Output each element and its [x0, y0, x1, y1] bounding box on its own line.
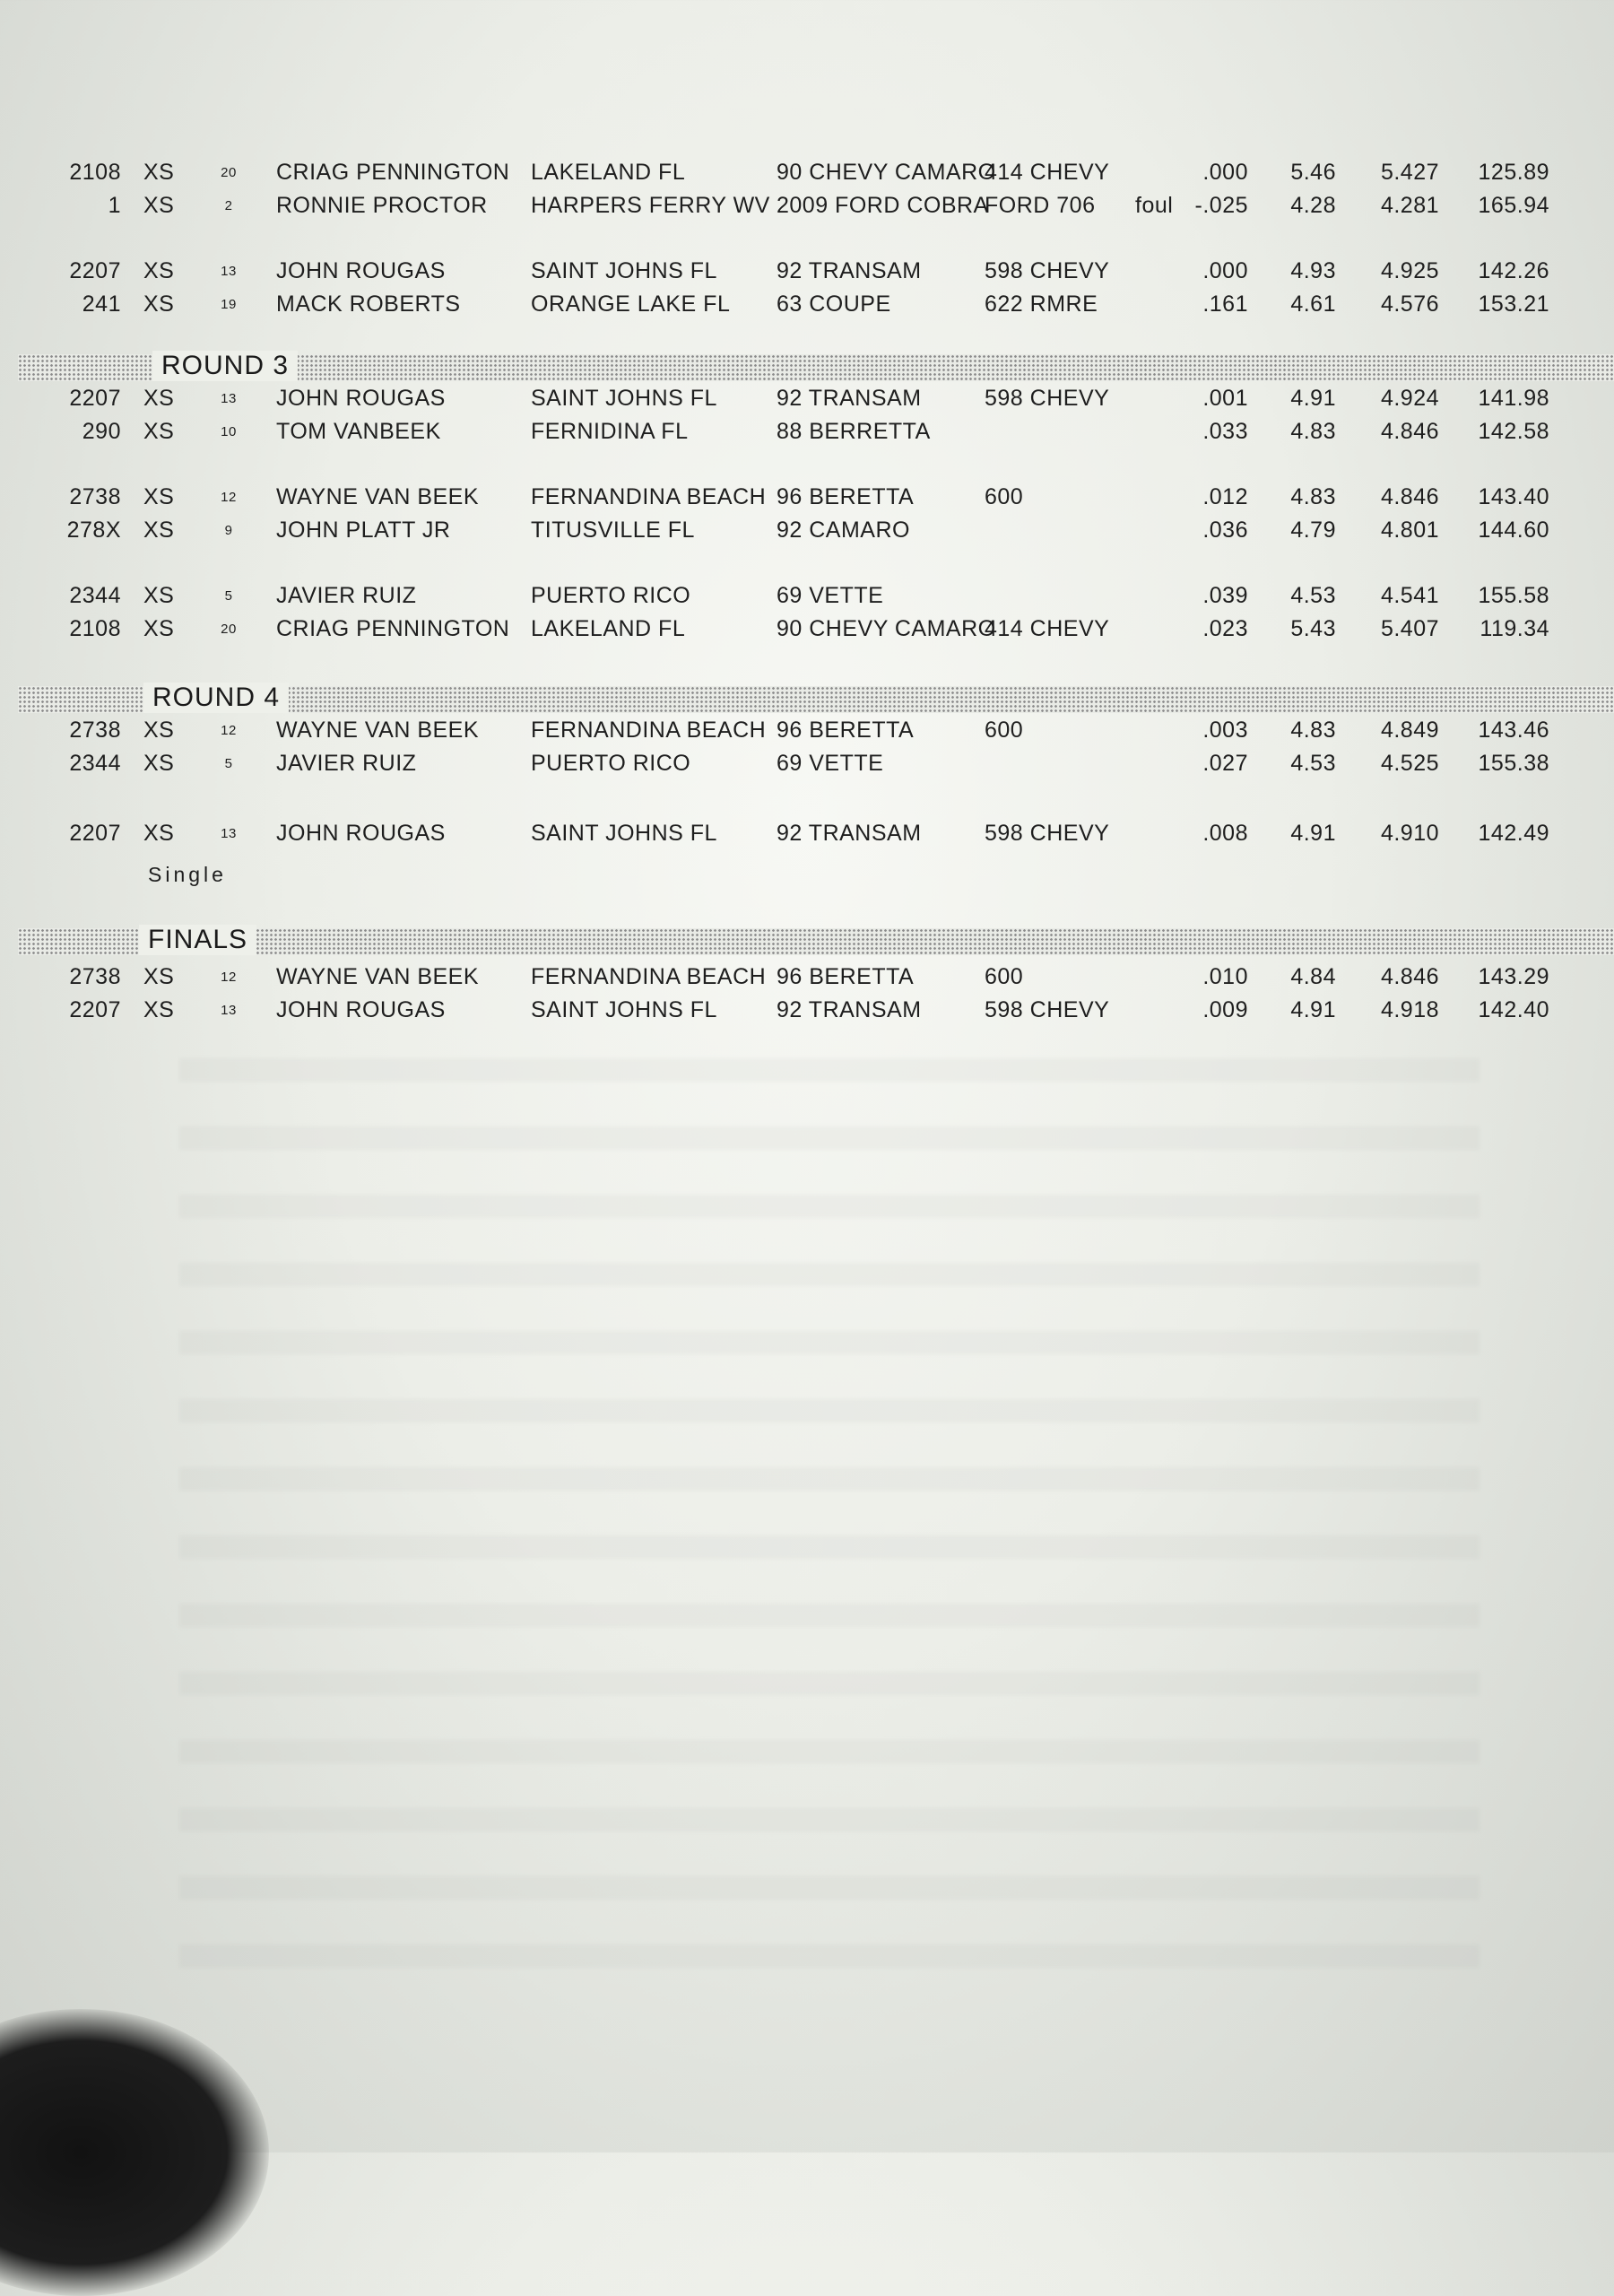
reaction-time: .027	[1202, 751, 1248, 776]
class: XS	[143, 291, 175, 317]
result-row	[0, 419, 1614, 453]
class: XS	[143, 386, 175, 411]
finals-title: FINALS	[139, 925, 256, 955]
reaction-time: .036	[1202, 517, 1248, 543]
car-number: 278X	[66, 517, 121, 543]
driver-name: JAVIER RUIZ	[276, 751, 417, 776]
reaction-time: .033	[1202, 419, 1248, 444]
result-row	[0, 193, 1614, 227]
reaction-time: .000	[1202, 258, 1248, 283]
lane-number: 12	[221, 970, 237, 985]
sixty-foot: 5.43	[1290, 616, 1336, 641]
speed: 119.34	[1480, 616, 1549, 641]
result-row	[0, 997, 1614, 1031]
speed: 153.21	[1478, 291, 1549, 317]
elapsed-time: 4.849	[1380, 718, 1439, 743]
hometown: SAINT JOHNS FL	[531, 386, 717, 411]
car-number: 2207	[69, 997, 121, 1022]
speed: 143.40	[1478, 484, 1549, 509]
lane-number: 2	[224, 198, 233, 213]
reaction-time: .012	[1202, 484, 1248, 509]
driver-name: JOHN ROUGAS	[276, 821, 446, 846]
reaction-time: .039	[1202, 583, 1248, 608]
speed: 141.98	[1478, 386, 1549, 411]
lane-number: 5	[224, 756, 233, 771]
sixty-foot: 4.53	[1290, 751, 1336, 776]
car-number: 2207	[69, 821, 121, 846]
car-number: 1	[108, 193, 121, 218]
elapsed-time: 4.576	[1380, 291, 1439, 317]
note: foul	[1135, 193, 1174, 218]
speed: 142.26	[1478, 258, 1549, 283]
driver-name: MACK ROBERTS	[276, 291, 461, 317]
reaction-time: .001	[1202, 386, 1248, 411]
class: XS	[143, 517, 175, 543]
vehicle: 90 CHEVY CAMARO	[777, 616, 996, 641]
elapsed-time: 4.910	[1380, 821, 1439, 846]
result-row	[0, 517, 1614, 552]
car-number: 290	[82, 419, 121, 444]
engine: 414 CHEVY	[985, 160, 1110, 185]
driver-name: JOHN PLATT JR	[276, 517, 451, 543]
hometown: LAKELAND FL	[531, 160, 686, 185]
hometown: HARPERS FERRY WV	[531, 193, 770, 218]
lane-number: 12	[221, 490, 237, 505]
hometown: FERNANDINA BEACH	[531, 484, 767, 509]
vehicle: 69 VETTE	[777, 751, 884, 776]
speed: 155.58	[1478, 583, 1549, 608]
driver-name: RONNIE PROCTOR	[276, 193, 488, 218]
sixty-foot: 4.84	[1290, 964, 1336, 989]
lane-number: 19	[221, 297, 237, 312]
reaction-time: .023	[1202, 616, 1248, 641]
reaction-time: .161	[1202, 291, 1248, 317]
vehicle: 92 TRANSAM	[777, 258, 922, 283]
elapsed-time: 5.427	[1380, 160, 1439, 185]
driver-name: WAYNE VAN BEEK	[276, 718, 480, 743]
class: XS	[143, 751, 175, 776]
result-row	[0, 751, 1614, 785]
engine: FORD 706	[985, 193, 1096, 218]
lane-number: 5	[224, 588, 233, 604]
sixty-foot: 4.79	[1290, 517, 1336, 543]
vehicle: 90 CHEVY CAMARO	[777, 160, 996, 185]
vehicle: 92 CAMARO	[777, 517, 910, 543]
lane-number: 9	[224, 523, 233, 538]
car-number: 2738	[69, 718, 121, 743]
elapsed-time: 4.281	[1380, 193, 1439, 218]
class: XS	[143, 583, 175, 608]
vehicle: 69 VETTE	[777, 583, 884, 608]
driver-name: JOHN ROUGAS	[276, 386, 446, 411]
class: XS	[143, 997, 175, 1022]
vehicle: 63 COUPE	[777, 291, 891, 317]
round-4-header	[18, 683, 1614, 713]
driver-name: JOHN ROUGAS	[276, 997, 446, 1022]
round-3-title: ROUND 3	[152, 351, 298, 381]
reaction-time: -.025	[1194, 193, 1248, 218]
elapsed-time: 4.918	[1380, 997, 1439, 1022]
sixty-foot: 4.91	[1290, 997, 1336, 1022]
sixty-foot: 4.91	[1290, 821, 1336, 846]
result-row	[0, 484, 1614, 518]
finals-header	[18, 925, 1614, 955]
elapsed-time: 4.525	[1380, 751, 1439, 776]
class: XS	[143, 193, 175, 218]
reaction-time: .003	[1202, 718, 1248, 743]
lane-number: 13	[221, 391, 237, 406]
driver-name: JOHN ROUGAS	[276, 258, 446, 283]
speed: 165.94	[1478, 193, 1549, 218]
speed: 143.29	[1478, 964, 1549, 989]
elapsed-time: 4.924	[1380, 386, 1439, 411]
hometown: SAINT JOHNS FL	[531, 258, 717, 283]
hometown: PUERTO RICO	[531, 583, 691, 608]
result-row	[0, 616, 1614, 650]
lane-number: 10	[221, 424, 237, 439]
class: XS	[143, 419, 175, 444]
lane-number: 20	[221, 165, 237, 180]
engine: 598 CHEVY	[985, 821, 1110, 846]
lane-number: 13	[221, 264, 237, 279]
result-row	[0, 583, 1614, 617]
elapsed-time: 4.846	[1380, 484, 1439, 509]
vehicle: 96 BERETTA	[777, 718, 915, 743]
result-row	[0, 964, 1614, 998]
reaction-time: .010	[1202, 964, 1248, 989]
sixty-foot: 4.61	[1290, 291, 1336, 317]
round-4-title: ROUND 4	[143, 683, 289, 713]
hometown: ORANGE LAKE FL	[531, 291, 731, 317]
car-number: 2207	[69, 386, 121, 411]
engine: 598 CHEVY	[985, 997, 1110, 1022]
vehicle: 92 TRANSAM	[777, 821, 922, 846]
class: XS	[143, 964, 175, 989]
reaction-time: .000	[1202, 160, 1248, 185]
lane-number: 20	[221, 622, 237, 637]
sixty-foot: 4.93	[1290, 258, 1336, 283]
hometown: SAINT JOHNS FL	[531, 997, 717, 1022]
driver-name: WAYNE VAN BEEK	[276, 964, 480, 989]
speed: 155.38	[1478, 751, 1549, 776]
lane-number: 13	[221, 1003, 237, 1018]
result-row	[0, 821, 1614, 855]
class: XS	[143, 718, 175, 743]
class: XS	[143, 258, 175, 283]
hometown: FERNANDINA BEACH	[531, 964, 767, 989]
class: XS	[143, 160, 175, 185]
speed: 142.40	[1478, 997, 1549, 1022]
sixty-foot: 4.28	[1290, 193, 1336, 218]
speed: 143.46	[1478, 718, 1549, 743]
elapsed-time: 5.407	[1380, 616, 1439, 641]
car-number: 2738	[69, 484, 121, 509]
car-number: 2344	[69, 583, 121, 608]
elapsed-time: 4.925	[1380, 258, 1439, 283]
driver-name: CRIAG PENNINGTON	[276, 616, 510, 641]
speed: 142.58	[1478, 419, 1549, 444]
engine: 414 CHEVY	[985, 616, 1110, 641]
vehicle: 2009 FORD COBRA	[777, 193, 989, 218]
elapsed-time: 4.846	[1380, 964, 1439, 989]
class: XS	[143, 484, 175, 509]
hometown: SAINT JOHNS FL	[531, 821, 717, 846]
car-number: 2344	[69, 751, 121, 776]
round-3-header	[18, 351, 1614, 381]
sixty-foot: 4.83	[1290, 718, 1336, 743]
engine: 622 RMRE	[985, 291, 1098, 317]
driver-name: WAYNE VAN BEEK	[276, 484, 480, 509]
hometown: LAKELAND FL	[531, 616, 686, 641]
single-run-label: Single	[148, 863, 227, 886]
reaction-time: .009	[1202, 997, 1248, 1022]
sixty-foot: 5.46	[1290, 160, 1336, 185]
result-row	[0, 718, 1614, 752]
hometown: TITUSVILLE FL	[531, 517, 695, 543]
speed: 144.60	[1478, 517, 1549, 543]
result-row	[0, 258, 1614, 292]
engine: 598 CHEVY	[985, 258, 1110, 283]
driver-name: TOM VANBEEK	[276, 419, 441, 444]
car-number: 241	[82, 291, 121, 317]
sixty-foot: 4.83	[1290, 484, 1336, 509]
result-row	[0, 386, 1614, 420]
sixty-foot: 4.83	[1290, 419, 1336, 444]
car-number: 2108	[69, 616, 121, 641]
engine: 600	[985, 484, 1024, 509]
driver-name: CRIAG PENNINGTON	[276, 160, 510, 185]
engine: 600	[985, 718, 1024, 743]
result-row	[0, 291, 1614, 326]
class: XS	[143, 821, 175, 846]
vehicle: 96 BERETTA	[777, 484, 915, 509]
hometown: FERNANDINA BEACH	[531, 718, 767, 743]
result-row	[0, 160, 1614, 194]
elapsed-time: 4.541	[1380, 583, 1439, 608]
hometown: PUERTO RICO	[531, 751, 691, 776]
vehicle: 92 TRANSAM	[777, 386, 922, 411]
vehicle: 96 BERETTA	[777, 964, 915, 989]
engine: 598 CHEVY	[985, 386, 1110, 411]
lane-number: 12	[221, 723, 237, 738]
hometown: FERNIDINA FL	[531, 419, 689, 444]
elapsed-time: 4.846	[1380, 419, 1439, 444]
speed: 142.49	[1478, 821, 1549, 846]
sixty-foot: 4.91	[1290, 386, 1336, 411]
vehicle: 92 TRANSAM	[777, 997, 922, 1022]
car-number: 2207	[69, 258, 121, 283]
engine: 600	[985, 964, 1024, 989]
lane-number: 13	[221, 826, 237, 841]
speed: 125.89	[1478, 160, 1549, 185]
vehicle: 88 BERRETTA	[777, 419, 931, 444]
car-number: 2738	[69, 964, 121, 989]
sixty-foot: 4.53	[1290, 583, 1336, 608]
elapsed-time: 4.801	[1380, 517, 1439, 543]
bleed-through-text	[179, 1058, 1480, 2000]
reaction-time: .008	[1202, 821, 1248, 846]
car-number: 2108	[69, 160, 121, 185]
class: XS	[143, 616, 175, 641]
driver-name: JAVIER RUIZ	[276, 583, 417, 608]
